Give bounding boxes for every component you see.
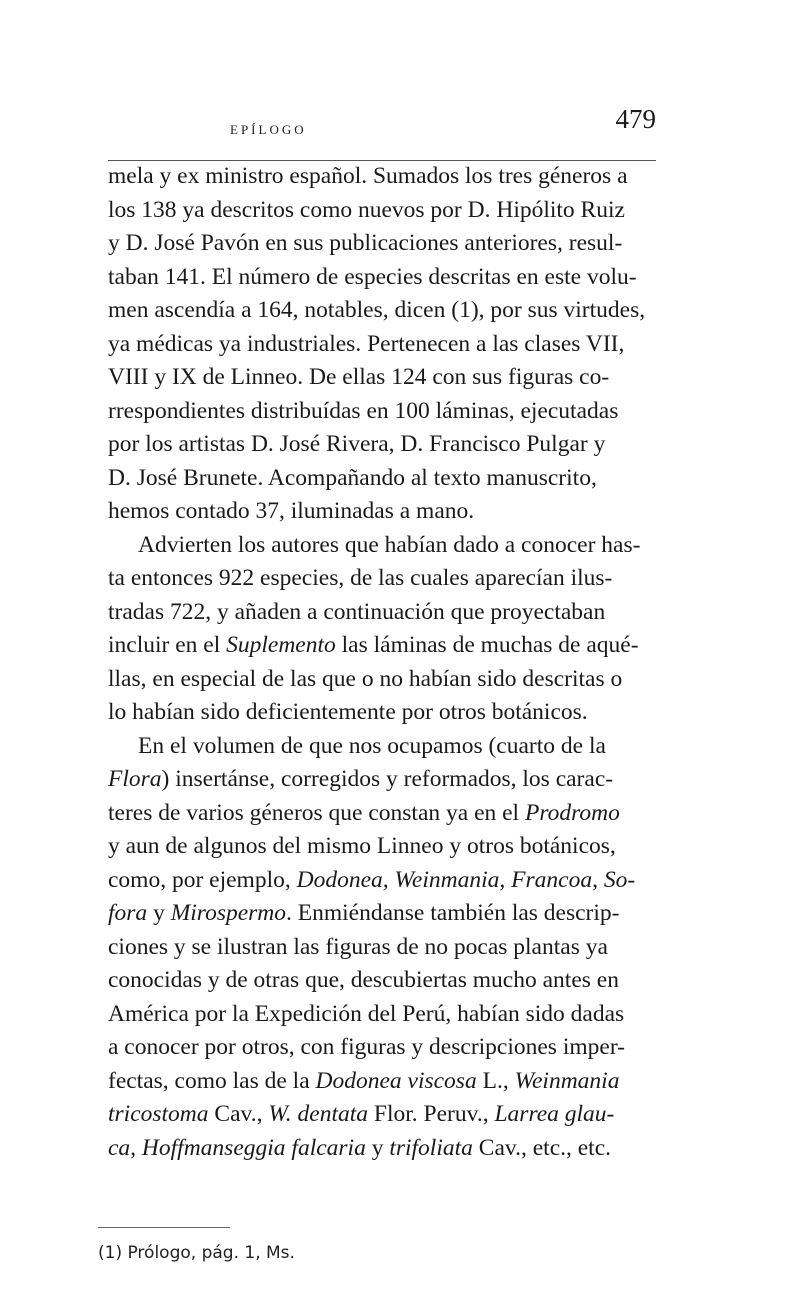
text-segment: L., [476, 1067, 515, 1094]
text-line [108, 1065, 656, 1099]
text-line [108, 1031, 656, 1065]
text-line [108, 763, 656, 797]
text-line [108, 931, 656, 965]
text-line [108, 462, 656, 496]
text-segment: ta entonces 922 especies, de las cuales aparecían ilus- [108, 565, 613, 591]
text-line [108, 529, 656, 563]
text-line [108, 864, 656, 898]
text-segment: Flor. Peruv., [368, 1101, 495, 1127]
text-line [108, 797, 656, 831]
running-head: EPÍLOGO [230, 122, 307, 137]
text-segment: Advierten los autores que habían dado a conocer has- [138, 531, 641, 558]
text-line [108, 964, 656, 998]
italic-segment: Suplemento [226, 632, 336, 658]
italic-segment: ca, Hoffmanseggia falcaria [108, 1134, 366, 1161]
text-segment: rrespondientes distribuídas en 100 láminas, ejecutadas [108, 397, 619, 424]
text-segment: En el volumen de que nos ocupamos (cuarto de la [138, 732, 606, 759]
italic-segment: fora [108, 900, 148, 926]
text-segment: y D. José Pavón en sus publicaciones anteriores, resul- [108, 230, 623, 256]
italic-segment: Prodromo [524, 799, 620, 826]
text-segment: por los artistas D. José Rivera, D. Francisco Pulgar y [108, 431, 606, 457]
footnote-rule [98, 1227, 230, 1228]
text-segment: D. José Brunete. Acompañando al texto manuscrito, [108, 464, 597, 491]
text-segment: llas, en especial de las que o no habían sido descritas o [108, 665, 623, 692]
text-segment: ) insertánse, corregidos y reformados, los carac- [161, 766, 614, 792]
text-line [108, 730, 656, 764]
italic-segment: Dodonea viscosa [315, 1067, 477, 1094]
text-line [108, 1132, 656, 1166]
text-segment: Cav., etc., etc. [472, 1134, 612, 1161]
text-segment: incluir en el [108, 632, 227, 658]
italic-segment: Weinmania [514, 1067, 620, 1094]
text-segment: a conocer por otros, con figuras y descripciones imper- [108, 1034, 625, 1060]
text-line [108, 830, 656, 864]
text-segment: las láminas de muchas de aqué- [335, 632, 639, 658]
text-line [108, 328, 656, 362]
text-segment: conocidas y de otras que, descubiertas mucho antes en [108, 967, 619, 993]
text-segment: men ascendía a 164, notables, dicen (1), por sus virtudes, [108, 297, 646, 323]
italic-segment: tricostoma [108, 1101, 209, 1127]
text-segment: como, por ejemplo, [108, 866, 297, 893]
text-line [108, 294, 656, 328]
text-segment: América por la Expedición del Perú, habían sido dadas [108, 1000, 625, 1027]
text-segment: y aun de algunos del mismo Linneo y otros botánicos, [108, 833, 616, 859]
italic-segment: trifoliata [389, 1134, 473, 1161]
page-number: 479 [615, 104, 656, 134]
text-line [108, 395, 656, 429]
text-line [108, 1098, 656, 1132]
text-line [108, 160, 656, 194]
text-segment: hemos contado 37, iluminadas a mano. [108, 498, 475, 524]
text-line [108, 562, 656, 596]
text-line [108, 227, 656, 261]
text-line [108, 897, 656, 931]
text-segment: ciones y se ilustran las figuras de no pocas plantas ya [108, 933, 608, 960]
text-segment: fectas, como las de la [108, 1067, 316, 1094]
text-segment: Cav., [208, 1101, 269, 1127]
text-segment: los 138 ya descritos como nuevos por D. Hipólito Ruiz [108, 196, 625, 223]
footnote: (1) Prólogo, pág. 1, Ms. [98, 1243, 295, 1263]
text-segment: taban 141. El número de especies descritas en este volu- [108, 263, 637, 290]
text-line [108, 194, 656, 228]
text-line [108, 596, 656, 630]
text-segment: lo habían sido deficientemente por otros botánicos. [108, 699, 588, 725]
italic-segment: Larrea glau- [494, 1101, 615, 1127]
text-segment: VIII y IX de Linneo. De ellas 124 con sus figuras co- [108, 364, 610, 390]
text-segment: teres de varios géneros que constan ya en el [108, 799, 525, 826]
text-line [108, 696, 656, 730]
text-line [108, 998, 656, 1032]
text-line [108, 261, 656, 295]
text-segment: y [147, 900, 171, 926]
text-segment: y [365, 1134, 390, 1161]
body-text [108, 160, 656, 1165]
text-line [108, 663, 656, 697]
text-line [108, 361, 656, 395]
text-line [108, 629, 656, 663]
italic-segment: W. dentata [268, 1101, 369, 1127]
italic-segment: Dodonea, Weinmania, Francoa, So- [296, 866, 636, 893]
text-line [108, 428, 656, 462]
text-segment: tradas 722, y añaden a continuación que proyectaban [108, 598, 606, 625]
text-segment: mela y ex ministro español. Sumados los tres géneros a [108, 163, 628, 189]
text-line [108, 495, 656, 529]
page-header [108, 100, 656, 161]
italic-segment: Mirospermo [170, 900, 287, 926]
italic-segment: Flora [108, 766, 162, 792]
text-segment: . Enmiéndanse también las descrip- [286, 900, 620, 926]
text-segment: ya médicas ya industriales. Pertenecen a las clases VII, [108, 330, 625, 357]
